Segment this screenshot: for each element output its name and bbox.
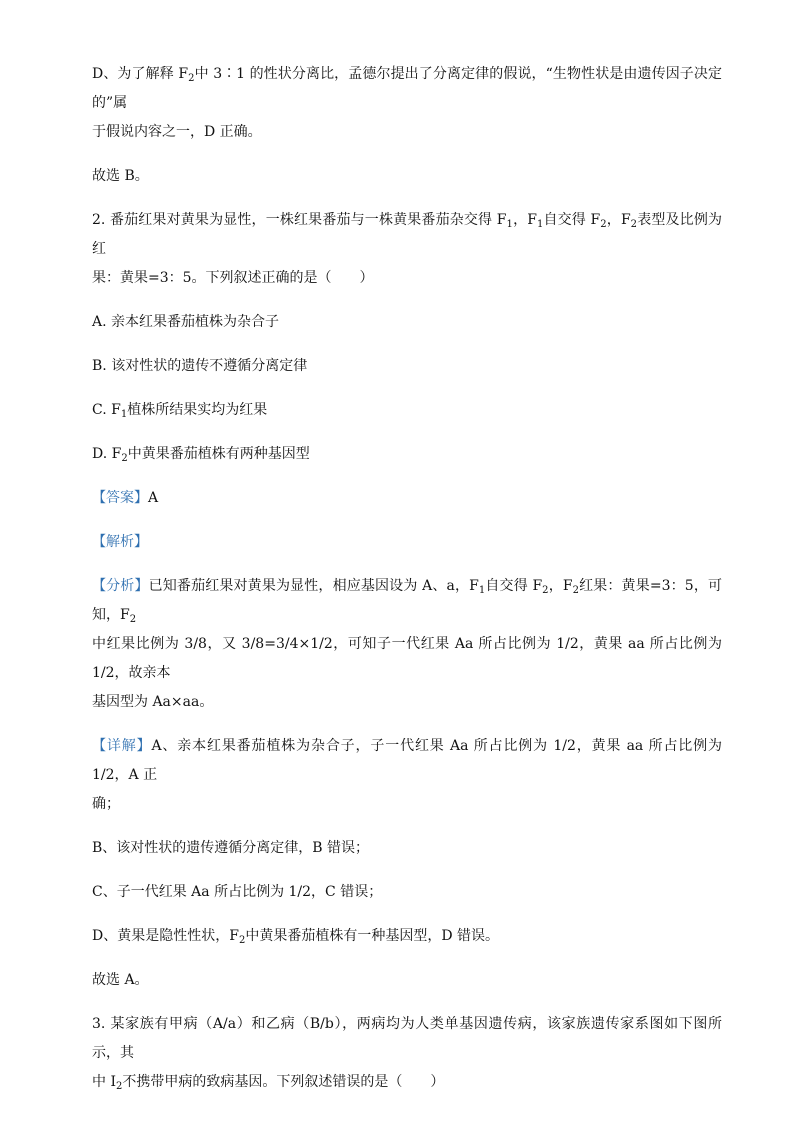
q3-stem bbox=[92, 1010, 722, 1097]
text-run: 中红果比例为 3/8，又 3/8=3/4×1/2，可知子一代红果 Aa 所占比例为 1/2，黄果 aa 所占比例为 1/2，故亲本 bbox=[92, 636, 722, 681]
q2-jiexi bbox=[92, 528, 722, 557]
text-run: 基因型为 Aa×aa。 bbox=[92, 694, 214, 710]
q2-opt-d bbox=[92, 440, 722, 469]
text-run: C. F bbox=[92, 402, 121, 418]
text-run: A、亲本红果番茄植株为杂合子，子一代红果 Aa 所占比例为 1/2，黄果 aa 所占比例为 1/2，A 正 bbox=[92, 738, 723, 783]
text-run: 植株所结果实均为红果 bbox=[127, 402, 268, 418]
text-line bbox=[92, 60, 722, 118]
text-run: C、子一代红果 Aa 所占比例为 1/2，C 错误； bbox=[92, 884, 383, 900]
text-line bbox=[92, 630, 722, 688]
q2-opt-c bbox=[92, 396, 722, 425]
text-line bbox=[92, 922, 722, 951]
paragraph-gap bbox=[92, 717, 722, 732]
text-run: 中 I bbox=[92, 1074, 116, 1090]
paragraph-gap bbox=[92, 337, 722, 352]
q2-opt-b bbox=[92, 352, 722, 381]
text-line bbox=[92, 162, 722, 191]
q2-detail-c bbox=[92, 878, 722, 907]
text-run: ，F bbox=[512, 212, 537, 228]
text-run: D、为了解释 F bbox=[92, 66, 189, 82]
section-tag: 【分析】 bbox=[92, 578, 149, 594]
p-d-prev bbox=[92, 60, 722, 147]
text-run: D. F bbox=[92, 446, 122, 462]
text-line bbox=[92, 484, 722, 513]
text-line bbox=[92, 1010, 722, 1068]
paragraph-gap bbox=[92, 381, 722, 396]
subscript: 2 bbox=[572, 585, 579, 596]
document-page bbox=[92, 60, 722, 1097]
subscript: 2 bbox=[115, 1081, 123, 1092]
text-line bbox=[92, 206, 722, 264]
q2-stem bbox=[92, 206, 722, 293]
section-tag: 【答案】 bbox=[92, 490, 148, 506]
p-choose-a bbox=[92, 966, 722, 995]
text-run: D、黄果是隐性性状，F bbox=[92, 928, 239, 944]
text-run: 中黄果番茄植株有一种基因型，D 错误。 bbox=[245, 928, 500, 944]
q2-opt-a bbox=[92, 308, 722, 337]
text-run: ，F bbox=[606, 212, 631, 228]
subscript: 1 bbox=[506, 219, 513, 230]
text-line bbox=[92, 1068, 722, 1097]
text-run: A bbox=[148, 490, 159, 506]
text-run: 确； bbox=[92, 796, 120, 812]
text-run: 已知番茄红果对黄果为显性，相应基因设为 A、a，F bbox=[148, 578, 479, 594]
subscript: 2 bbox=[542, 585, 549, 596]
text-run: A. 亲本红果番茄植株为杂合子 bbox=[92, 314, 280, 330]
text-line bbox=[92, 878, 722, 907]
paragraph-gap bbox=[92, 469, 722, 484]
text-line bbox=[92, 572, 722, 630]
text-run: 表型及比例为红 bbox=[92, 212, 722, 257]
text-run: 自交得 F bbox=[543, 212, 601, 228]
q2-answer bbox=[92, 484, 722, 513]
text-line bbox=[92, 264, 722, 293]
text-line bbox=[92, 118, 722, 147]
text-run: 故选 B。 bbox=[92, 168, 149, 184]
paragraph-gap bbox=[92, 819, 722, 834]
q2-analysis bbox=[92, 572, 722, 717]
text-run: 故选 A。 bbox=[92, 972, 149, 988]
text-run: B、该对性状的遗传遵循分离定律，B 错误； bbox=[92, 840, 370, 856]
p-choose-b bbox=[92, 162, 722, 191]
subscript: 2 bbox=[630, 219, 638, 230]
text-line bbox=[92, 528, 722, 557]
text-run: 3. 某家族有甲病（A/a）和乙病（B/b），两病均为人类单基因遗传病，该家族遗传家系图如下图所示，其 bbox=[92, 1016, 722, 1061]
paragraph-gap bbox=[92, 907, 722, 922]
text-run: 果：黄果=3：5。下列叙述正确的是（ ） bbox=[92, 270, 374, 286]
paragraph-gap bbox=[92, 557, 722, 572]
text-line bbox=[92, 966, 722, 995]
text-run: 于假说内容之一，D 正确。 bbox=[92, 124, 262, 140]
paragraph-gap bbox=[92, 191, 722, 206]
paragraph-gap bbox=[92, 425, 722, 440]
paragraph-gap bbox=[92, 863, 722, 878]
text-line bbox=[92, 308, 722, 337]
text-run: 自交得 F bbox=[485, 578, 543, 594]
subscript: 2 bbox=[129, 614, 137, 625]
text-run: B. 该对性状的遗传不遵循分离定律 bbox=[92, 358, 308, 374]
q2-detail-b bbox=[92, 834, 722, 863]
section-tag: 【详解】 bbox=[92, 738, 152, 754]
text-line bbox=[92, 790, 722, 819]
q2-detail bbox=[92, 732, 722, 819]
text-line bbox=[92, 396, 722, 425]
text-run: 2. 番茄红果对黄果为显性，一株红果番茄与一株黄果番茄杂交得 F bbox=[92, 212, 507, 228]
q2-detail-d bbox=[92, 922, 722, 951]
section-tag: 【解析】 bbox=[92, 534, 148, 550]
text-run: 中黄果番茄植株有两种基因型 bbox=[127, 446, 310, 462]
subscript: 2 bbox=[600, 219, 607, 230]
text-run: 不携带甲病的致病基因。下列叙述错误的是（ ） bbox=[122, 1074, 445, 1090]
subscript: 2 bbox=[188, 73, 195, 84]
subscript: 1 bbox=[478, 585, 486, 596]
text-run: 中 3∶1 的性状分离比，孟德尔提出了分离定律的假说，“生物性状是由遗传因子决定的”属 bbox=[92, 66, 723, 111]
text-line bbox=[92, 352, 722, 381]
text-line bbox=[92, 688, 722, 717]
paragraph-gap bbox=[92, 995, 722, 1010]
text-run: 红果：黄果=3：5，可知，F bbox=[92, 578, 723, 623]
subscript: 2 bbox=[238, 935, 246, 946]
paragraph-gap bbox=[92, 293, 722, 308]
subscript: 2 bbox=[121, 453, 128, 464]
text-run: ，F bbox=[548, 578, 573, 594]
subscript: 1 bbox=[536, 219, 544, 230]
text-line bbox=[92, 834, 722, 863]
text-line bbox=[92, 732, 722, 790]
text-line bbox=[92, 440, 722, 469]
paragraph-gap bbox=[92, 147, 722, 162]
paragraph-gap bbox=[92, 951, 722, 966]
subscript: 1 bbox=[120, 409, 128, 420]
paragraph-gap bbox=[92, 513, 722, 528]
